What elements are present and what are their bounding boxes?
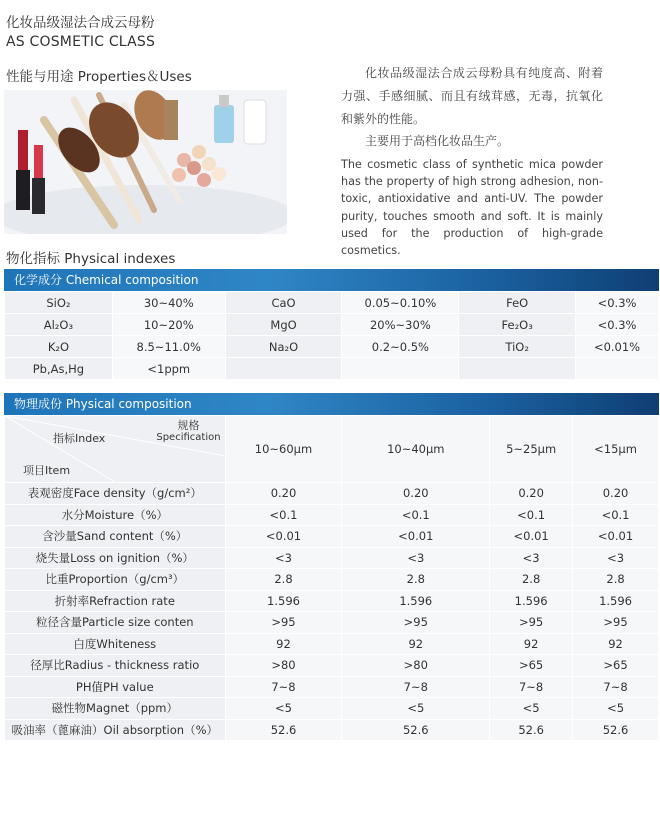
chemical-composition-table	[4, 291, 659, 380]
element-name-cell	[225, 358, 342, 380]
property-value-cell: <0.01	[490, 526, 573, 548]
property-value-cell: 0.20	[490, 483, 573, 505]
physical-indexes-heading: 物化指标 Physical indexes	[6, 251, 176, 267]
property-label-cell: 烧失量Loss on ignition（%）	[5, 547, 226, 569]
element-name-cell: Pb,As,Hg	[5, 358, 113, 380]
cosmetics-illustration	[4, 90, 287, 234]
element-name-cell: SiO₂	[5, 292, 113, 314]
table-row	[5, 526, 659, 548]
property-value-cell: 52.6	[342, 719, 490, 741]
property-value-cell: 2.8	[490, 569, 573, 591]
table-row	[5, 336, 659, 358]
property-value-cell: 92	[490, 633, 573, 655]
property-value-cell: 7~8	[573, 676, 659, 698]
element-value-cell: 8.5~11.0%	[112, 336, 225, 358]
property-label-cell: 吸油率（蓖麻油）Oil absorption（%）	[5, 719, 226, 741]
property-value-cell: 7~8	[490, 676, 573, 698]
table-row	[5, 547, 659, 569]
chemical-composition-band: 化学成分 Chemical composition	[4, 269, 659, 291]
spec-column-header: 10~60μm	[225, 416, 342, 483]
property-label-cell: 白度Whiteness	[5, 633, 226, 655]
table-row	[5, 698, 659, 720]
property-value-cell: 92	[342, 633, 490, 655]
property-value-cell: >95	[573, 612, 659, 634]
table-row	[5, 314, 659, 336]
property-label-cell: 粒径含量Particle size conten	[5, 612, 226, 634]
table-row	[5, 655, 659, 677]
property-value-cell: <3	[573, 547, 659, 569]
property-value-cell: 52.6	[225, 719, 342, 741]
physical-composition-band: 物理成份 Physical composition	[4, 393, 659, 415]
element-name-cell: Fe₂O₃	[459, 314, 576, 336]
property-label-cell: 磁性物Magnet（ppm）	[5, 698, 226, 720]
property-label-cell: 折射率Refraction rate	[5, 590, 226, 612]
property-value-cell: <0.1	[573, 504, 659, 526]
property-value-cell: 1.596	[342, 590, 490, 612]
element-name-cell	[459, 358, 576, 380]
property-label-cell: 比重Proportion（g/cm³）	[5, 569, 226, 591]
spec-column-header: 10~40μm	[342, 416, 490, 483]
physical-composition-table	[4, 415, 659, 741]
description-cn-usage: 主要用于高档化妆品生产。	[365, 134, 510, 148]
property-value-cell: 0.20	[342, 483, 490, 505]
element-value-cell: 0.2~0.5%	[342, 336, 459, 358]
table-row	[5, 358, 659, 380]
property-value-cell: 1.596	[573, 590, 659, 612]
element-value-cell: <1ppm	[112, 358, 225, 380]
property-value-cell: <3	[490, 547, 573, 569]
property-value-cell: 2.8	[225, 569, 342, 591]
element-name-cell: Na₂O	[225, 336, 342, 358]
table-header-row	[5, 416, 659, 483]
property-value-cell: >95	[225, 612, 342, 634]
property-value-cell: <5	[490, 698, 573, 720]
property-label-cell: PH值PH value	[5, 676, 226, 698]
property-value-cell: 7~8	[225, 676, 342, 698]
property-value-cell: 52.6	[573, 719, 659, 741]
element-value-cell: 10~20%	[112, 314, 225, 336]
element-value-cell: <0.01%	[576, 336, 659, 358]
table-row	[5, 590, 659, 612]
page-title-cn: 化妆品级湿法合成云母粉	[6, 15, 155, 31]
element-value-cell: <0.3%	[576, 292, 659, 314]
table-row	[5, 569, 659, 591]
table-row	[5, 504, 659, 526]
property-value-cell: 7~8	[342, 676, 490, 698]
property-value-cell: 1.596	[490, 590, 573, 612]
description-cn: 化妆品级湿法合成云母粉具有纯度高、附着力强、手感细腻、而且有绒茸感，无毒，抗氧化和紫外的性能。	[341, 66, 603, 126]
description-en: The cosmetic class of synthetic mica powder has the property of high strong adhesion, non-toxic, antioxidative and anti-UV. The powder purity, touches smooth and soft. It is mainly used for the production of high-grade cosmetics.	[341, 158, 603, 258]
element-name-cell: K₂O	[5, 336, 113, 358]
element-value-cell: 20%~30%	[342, 314, 459, 336]
properties-heading: 性能与用途 Properties＆Uses	[6, 69, 192, 85]
property-value-cell: <0.01	[573, 526, 659, 548]
element-name-cell: MgO	[225, 314, 342, 336]
element-name-cell: Al₂O₃	[5, 314, 113, 336]
property-value-cell: 52.6	[490, 719, 573, 741]
property-value-cell: <5	[342, 698, 490, 720]
property-value-cell: <5	[225, 698, 342, 720]
property-value-cell: 1.596	[225, 590, 342, 612]
property-value-cell: <3	[342, 547, 490, 569]
property-value-cell: <0.1	[490, 504, 573, 526]
table-row	[5, 633, 659, 655]
property-value-cell: 0.20	[225, 483, 342, 505]
element-value-cell	[576, 358, 659, 380]
property-value-cell: >80	[225, 655, 342, 677]
property-value-cell: <0.1	[342, 504, 490, 526]
spec-column-header: <15μm	[573, 416, 659, 483]
spec-column-header: 5~25μm	[490, 416, 573, 483]
element-name-cell: CaO	[225, 292, 342, 314]
property-value-cell: <0.1	[225, 504, 342, 526]
property-value-cell: >65	[573, 655, 659, 677]
table-row	[5, 612, 659, 634]
property-label-cell: 表观密度Face density（g/cm²）	[5, 483, 226, 505]
element-value-cell: 30~40%	[112, 292, 225, 314]
property-label-cell: 含沙量Sand content（%）	[5, 526, 226, 548]
table-row	[5, 292, 659, 314]
element-value-cell	[342, 358, 459, 380]
property-value-cell: <0.01	[225, 526, 342, 548]
table-corner-cell	[5, 416, 226, 483]
property-value-cell: <3	[225, 547, 342, 569]
property-value-cell: >95	[490, 612, 573, 634]
property-value-cell: 2.8	[342, 569, 490, 591]
element-value-cell: <0.3%	[576, 314, 659, 336]
page-title-en: AS COSMETIC CLASS	[6, 34, 156, 50]
property-value-cell: 92	[573, 633, 659, 655]
property-value-cell: >80	[342, 655, 490, 677]
property-value-cell: 2.8	[573, 569, 659, 591]
property-value-cell: <5	[573, 698, 659, 720]
item-label: 项目Item	[23, 464, 71, 477]
element-name-cell: FeO	[459, 292, 576, 314]
element-value-cell: 0.05~0.10%	[342, 292, 459, 314]
table-row	[5, 676, 659, 698]
property-value-cell: >65	[490, 655, 573, 677]
spec-label: 规格 Specification	[156, 419, 221, 443]
table-row	[5, 483, 659, 505]
cosmetics-photo	[4, 90, 287, 234]
table-row	[5, 719, 659, 741]
property-value-cell: >95	[342, 612, 490, 634]
property-value-cell: <0.01	[342, 526, 490, 548]
index-label: 指标Index	[53, 432, 106, 445]
property-value-cell: 92	[225, 633, 342, 655]
property-label-cell: 水分Moisture（%）	[5, 504, 226, 526]
property-label-cell: 径厚比Radius - thickness ratio	[5, 655, 226, 677]
element-name-cell: TiO₂	[459, 336, 576, 358]
property-value-cell: 0.20	[573, 483, 659, 505]
